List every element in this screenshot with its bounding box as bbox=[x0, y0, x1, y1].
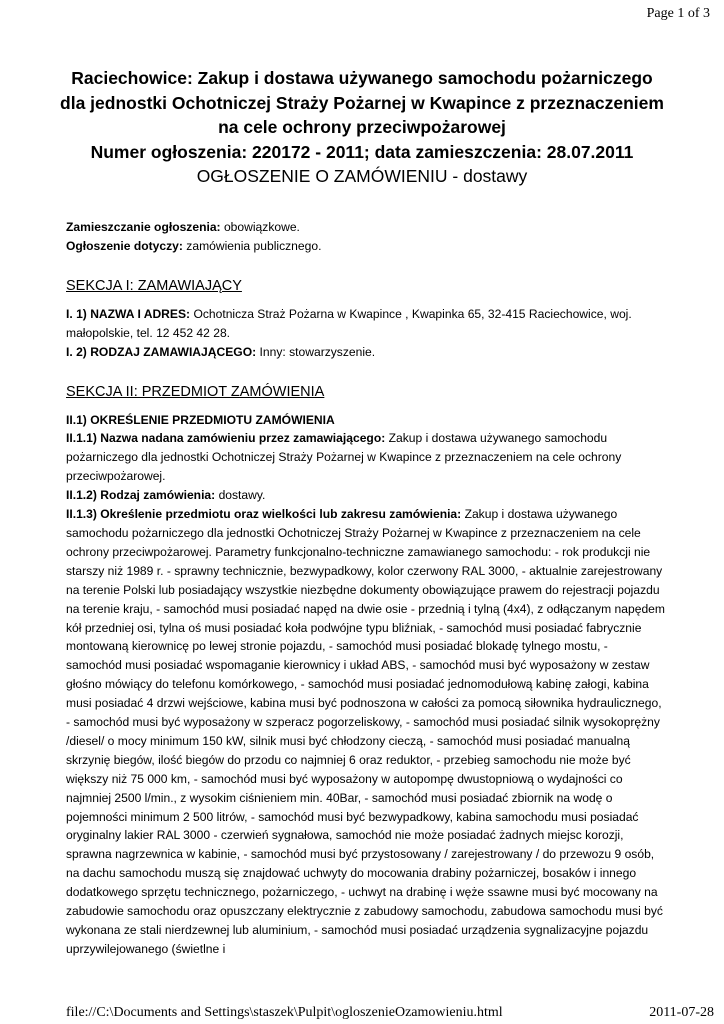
contract-type-label: II.1.2) Rodzaj zamówienia: bbox=[66, 488, 216, 503]
title-line-1: Raciechowice: Zakup i dostawa używanego samochodu pożarniczego bbox=[71, 68, 653, 88]
title-line-2: dla jednostki Ochotniczej Straży Pożarnej w Kwapince z przeznaczeniem bbox=[60, 92, 664, 113]
contract-scope-value: Zakup i dostawa używanego samochodu pożarniczego dla jednostki Ochotniczej Straży Pożarnej w Kwapince z przeznaczeniem na cele ochrony przeciwpożarowej. Parametry funkcjonalno-techniczne zamawianego samochodu: - rok produkcji nie starszy niż 1989 r. - sprawny technicznie, bezwypadkowy, kolor czerwony RAL 3000, - aktualnie zarejestrowany na terenie Polski lub posiadający wszystkie niezbędne dokumenty obowiązujące prawem do rejestracji pojazdu na terenie kraju, - samochód musi posiadać napęd na dwie osie - przednią i tylną (4x4), z odłączanym napędem kół przedniej osi, tylna oś musi posiadać koła podwójne typu bliźniak, - samochód musi posiadać fabrycznie montowaną kierownicę po lewej stronie pojazdu, - samochód musi posiadać blokadę tylnego mostu, - samochód musi posiadać wspomaganie kierownicy i układ ABS, - samochód musi być wyposażony w zestaw głośno mówiący do telefonu komórkowego, - samochód musi posiadać jednomodułową kabinę załogi, kabina musi posiadać 4 drzwi wejściowe, kabina musi być podnoszona w całości za pomocą siłownika hydraulicznego, - samochód musi być wyposażony w szperacz pogorzeliskowy, - samochód musi posiadać silnik wysokoprężny /diesel/ o mocy minimum 150 kW, silnik musi być chłodzony cieczą, - samochód musi posiadać manualną skrzynię biegów, ilość biegów do przodu co najmniej 6 oraz reduktor, - przebieg samochodu nie może być większy niż 75 000 km, - samochód musi być wyposażony w autopompę dwustopniową o wydajności co najmniej 2500 l/min., z wysokim ciśnieniem min. 40Bar, - samochód musi posiadać zbiornik na wodę o pojemności minimum 2 500 litrów, - samochód musi być bezwypadkowy, kabina samochodu musi posiadać oryginalny lakier RAL 3000 - czerwień sygnałowa, samochód nie może posiadać żadnych miejsc korozji, sprawna nagrzewnica w kabinie, - samochód musi być przystosowany / zarejestrowany / do przewozu 9 osób, na dachu samochodu muszą się znajdować uchwyty do mocowania drabiny pożarniczej, bosaków i innego dodatkowego sprzętu technicznego, pożarniczego, - uchwyt na drabinę i węże ssawne musi być mocowany na zabudowie samochodu oraz opuszczany elektrycznie z zabudowy samochodu, zabudowa samochodu musi być wykonana ze stali nierdzewnej lub aluminium, - samochód musi posiadać urządzenia sygnalizacyjne pojazdu uprzywilejowanego (świetlne i bbox=[66, 507, 665, 956]
print-date: 2011-07-28 bbox=[649, 1005, 714, 1020]
posting-label: Zamieszczanie ogłoszenia: bbox=[66, 220, 221, 234]
posting-value: obowiązkowe. bbox=[220, 220, 300, 234]
contract-scope bbox=[66, 505, 666, 959]
file-path: file://C:\Documents and Settings\staszek\Pulpit\ogloszenieOzamowieniu.html bbox=[66, 1005, 503, 1020]
page-indicator: Page 1 of 3 bbox=[646, 6, 710, 21]
contracting-authority-address bbox=[66, 305, 666, 343]
contract-type-value: dostawy. bbox=[215, 488, 266, 503]
name-address-value: Ochotnicza Straż Pożarna w Kwapince , Kwapinka 65, 32-415 Raciechowice, woj. małopolskie, tel. 12 452 42 28. bbox=[66, 306, 632, 340]
contracting-authority-type bbox=[66, 343, 666, 362]
subject-subheading bbox=[66, 411, 666, 430]
section-2-heading: SEKCJA II: PRZEDMIOT ZAMÓWIENIA bbox=[66, 383, 325, 400]
concerns-label: Ogłoszenie dotyczy: bbox=[66, 238, 183, 253]
notice-type: OGŁOSZENIE O ZAMÓWIENIU - dostawy bbox=[196, 166, 528, 186]
authority-type-label: I. 2) RODZAJ ZAMAWIAJĄCEGO: bbox=[66, 344, 257, 359]
announcement-body bbox=[66, 218, 666, 959]
section-1-heading: SEKCJA I: ZAMAWIAJĄCY bbox=[66, 277, 242, 294]
contract-name-label: II.1.1) Nazwa nadana zamówieniu przez zamawiającego: bbox=[66, 431, 386, 446]
name-address-label: I. 1) NAZWA I ADRES: bbox=[66, 306, 191, 321]
contract-scope-label: II.1.3) Określenie przedmiotu oraz wielkości lub zakresu zamówienia: bbox=[66, 507, 462, 522]
page-footer bbox=[66, 1005, 714, 1021]
contract-name bbox=[66, 429, 666, 486]
announcement-number: Numer ogłoszenia: 220172 - 2011; data zamieszczenia: 28.07.2011 bbox=[90, 141, 634, 162]
title-line-3: na cele ochrony przeciwpożarowej bbox=[218, 117, 506, 137]
contract-name-value: Zakup i dostawa używanego samochodu pożarniczego dla jednostki Ochotniczej Straży Pożarnej w Kwapince z przeznaczeniem na cele ochrony przeciwpożarowej. bbox=[66, 431, 622, 484]
announcement-title bbox=[40, 66, 684, 189]
contract-type bbox=[66, 486, 666, 505]
concerns-value: zamówienia publicznego. bbox=[182, 238, 322, 253]
concerns-info bbox=[66, 237, 666, 256]
subject-subheading-text: II.1) OKREŚLENIE PRZEDMIOTU ZAMÓWIENIA bbox=[66, 412, 335, 427]
posting-info bbox=[66, 218, 666, 237]
authority-type-value: Inny: stowarzyszenie. bbox=[256, 344, 376, 359]
